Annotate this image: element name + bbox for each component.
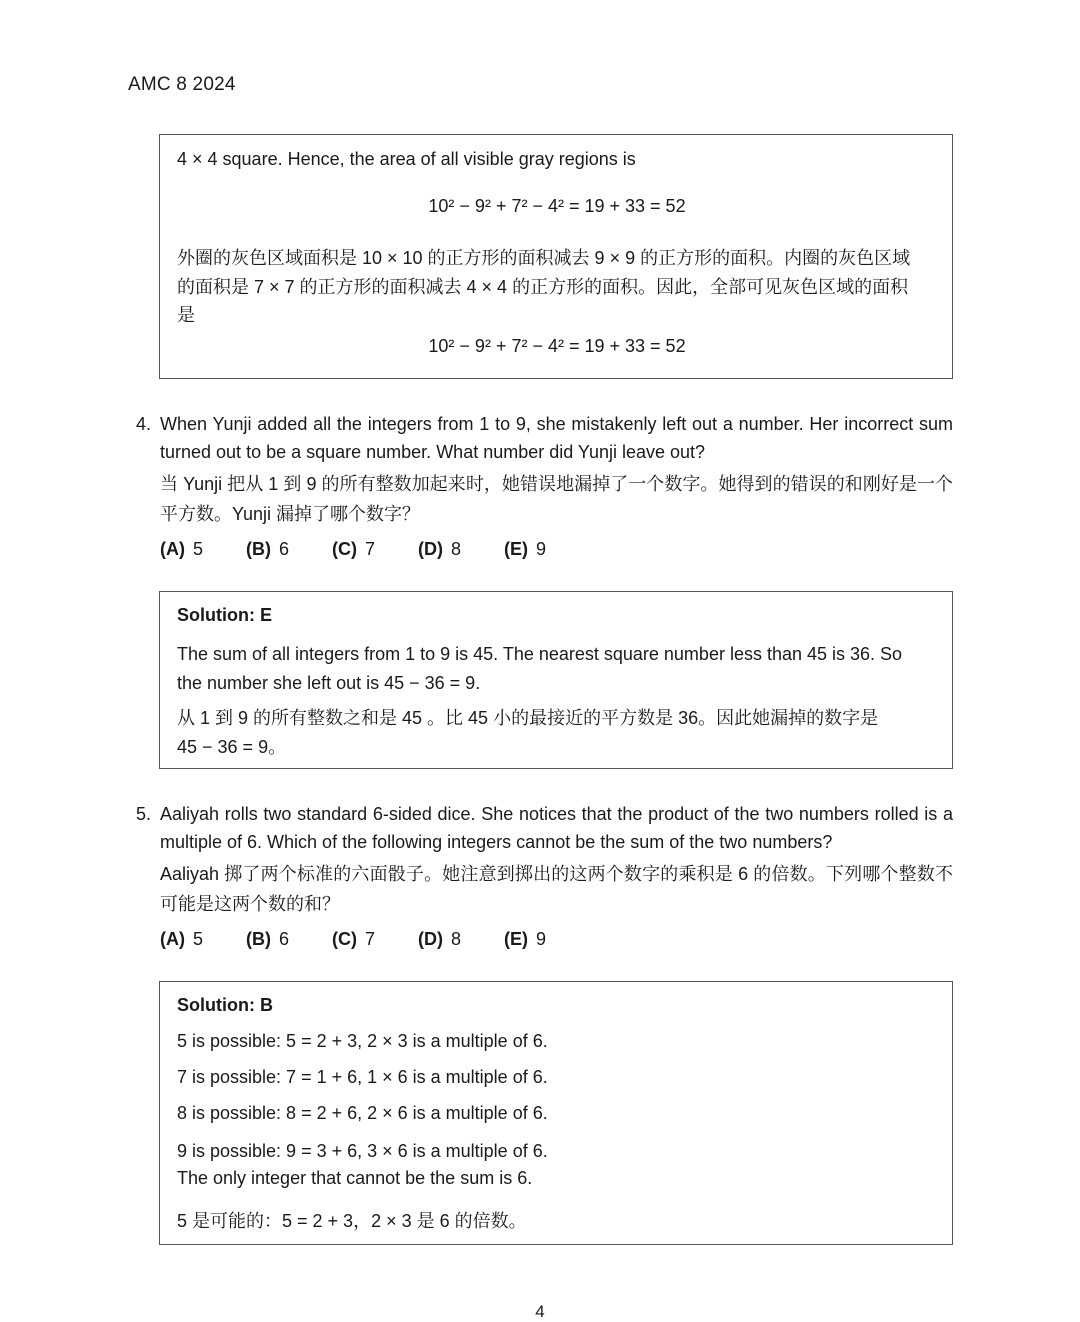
solution-title: Solution: B [177,995,273,1015]
question-4 [136,410,956,560]
choice-c[interactable]: (C) 7 [332,539,376,559]
solution-text-line: 8 is possible: 8 = 2 + 6, 2 × 6 is a multiple of 6. [177,1103,548,1123]
solution-text-line: The sum of all integers from 1 to 9 is 45. The nearest square number less than 45 is 36. So [177,644,903,664]
question-text-cn: 当 Yunji 把从 1 到 9 的所有整数加起来时，她错误地漏掉了一个数字。她得到的错误的和刚好是一个平方数。Yunji 漏掉了哪个数字？ [160,474,953,524]
solution-title: Solution: E [177,605,272,625]
solution-formula: 10² − 9² + 7² − 4² = 19 + 33 = 52 [428,196,686,216]
choice-e[interactable]: (E) 9 [504,539,547,559]
question-number: 5. [136,804,152,824]
question-5 [136,800,956,950]
choice-b[interactable]: (B) 6 [246,539,290,559]
choice-a[interactable]: (A) 5 [160,929,204,949]
answer-choices [160,539,956,560]
solution-text-cn-line: 是 [177,305,195,325]
solution-box-q4 [159,591,953,769]
page-number: 4 [535,1302,545,1321]
choice-d[interactable]: (D) 8 [418,539,462,559]
solution-text-cn-line: 从 1 到 9 的所有整数之和是 45 。比 45 小的最接近的平方数是 36。因此她漏掉的数字是 [177,708,879,728]
solution-text-line: 4 × 4 square. Hence, the area of all visible gray regions is [177,149,636,169]
solution-text-cn-line: 5 是可能的：5 = 2 + 3，2 × 3 是 6 的倍数。 [177,1211,527,1231]
choice-a[interactable]: (A) 5 [160,539,204,559]
choice-b[interactable]: (B) 6 [246,929,290,949]
solution-text-line: 5 is possible: 5 = 2 + 3, 2 × 3 is a multiple of 6. [177,1031,548,1051]
solution-text-cn-line: 45 − 36 = 9。 [177,737,287,757]
choice-c[interactable]: (C) 7 [332,929,376,949]
solution-text-cn-line: 的面积是 7 × 7 的正方形的面积减去 4 × 4 的正方形的面积。因此，全部可见灰色区域的面积 [177,277,909,297]
solution-text-line: The only integer that cannot be the sum is 6. [177,1168,533,1188]
choice-e[interactable]: (E) 9 [504,929,547,949]
solution-text-cn-line: 外圈的灰色区域面积是 10 × 10 的正方形的面积减去 9 × 9 的正方形的面积。内圈的灰色区域 [177,248,911,268]
solution-box-q5 [159,981,953,1245]
document-header-title: AMC 8 2024 [128,74,236,95]
answer-choices [160,929,956,950]
solution-text-line: 7 is possible: 7 = 1 + 6, 1 × 6 is a multiple of 6. [177,1067,548,1087]
question-text: When Yunji added all the integers from 1 to 9, she mistakenly left out a number. Her incorrect sum turned out to be a square number. What number did Yunji leave out? [160,414,953,462]
question-text: Aaliyah rolls two standard 6-sided dice. She notices that the product of the two numbers rolled is a multiple of 6. Which of the following integers cannot be the sum of the two numbers? [160,804,953,852]
solution-box-continued [159,134,953,379]
solution-formula-cn: 10² − 9² + 7² − 4² = 19 + 33 = 52 [428,336,686,356]
question-number: 4. [136,414,152,434]
choice-d[interactable]: (D) 8 [418,929,462,949]
solution-text-line: the number she left out is 45 − 36 = 9. [177,673,481,693]
solution-text-line: 9 is possible: 9 = 3 + 6, 3 × 6 is a multiple of 6. [177,1141,548,1161]
question-text-cn: Aaliyah 掷了两个标准的六面骰子。她注意到掷出的这两个数字的乘积是 6 的倍数。下列哪个整数不可能是这两个数的和？ [160,864,953,914]
